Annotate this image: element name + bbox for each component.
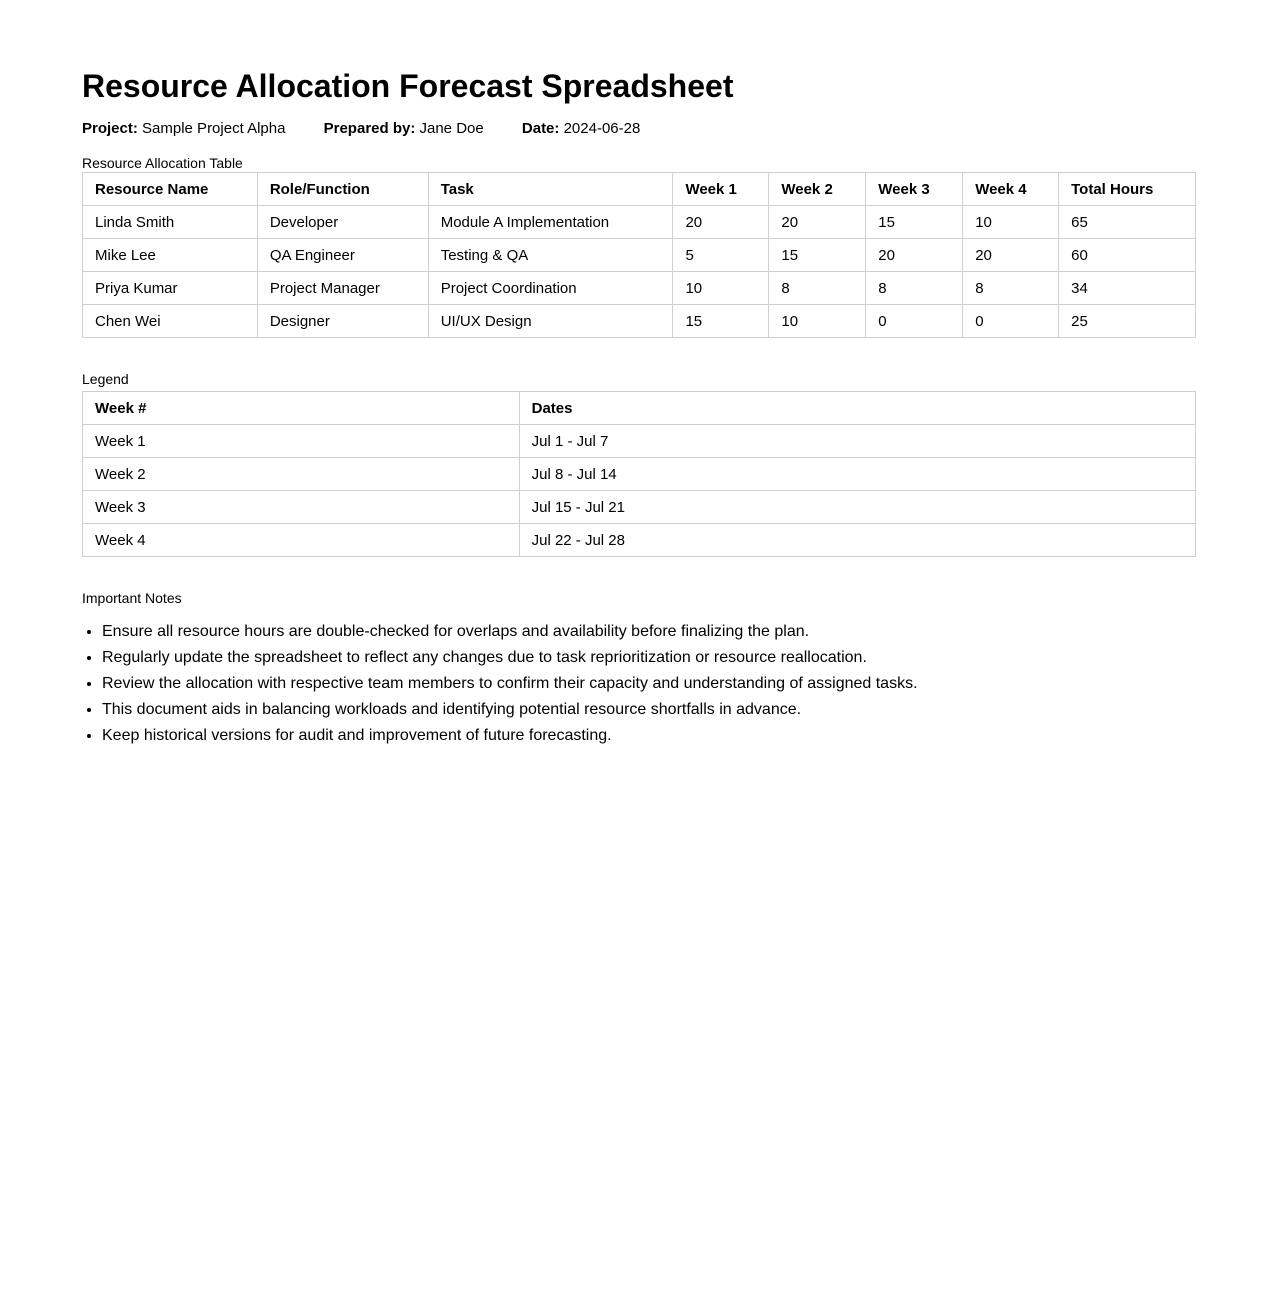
cell-week-2: 20 (769, 206, 866, 239)
cell-dates: Jul 1 - Jul 7 (519, 425, 1195, 458)
cell-resource-name: Linda Smith (83, 206, 258, 239)
legend-header-row (83, 392, 1196, 425)
cell-role: Project Manager (257, 272, 428, 305)
cell-week-3: 15 (866, 206, 963, 239)
notes-list (82, 619, 1196, 749)
meta-project-value: Sample Project Alpha (142, 120, 286, 137)
cell-total-hours: 60 (1059, 239, 1196, 272)
table-row (83, 239, 1196, 272)
cell-resource-name: Mike Lee (83, 239, 258, 272)
table-row (83, 206, 1196, 239)
cell-dates: Jul 15 - Jul 21 (519, 491, 1195, 524)
allocation-table (82, 172, 1196, 338)
page-title: Resource Allocation Forecast Spreadsheet (82, 68, 734, 104)
cell-task: UI/UX Design (428, 305, 673, 338)
meta-date-value: 2024-06-28 (563, 120, 641, 137)
cell-week-3: 8 (866, 272, 963, 305)
cell-week-2: 10 (769, 305, 866, 338)
cell-resource-name: Chen Wei (83, 305, 258, 338)
meta-date (522, 120, 640, 137)
meta-date-label: Date: (521, 120, 560, 137)
meta-prepared-label: Prepared by: (323, 120, 416, 137)
cell-role: Developer (257, 206, 428, 239)
cell-week-3: 20 (866, 239, 963, 272)
table-row (83, 305, 1196, 338)
notes-section (82, 589, 1196, 749)
list-item: • This document aids in balancing workloads and identifying potential resource shortfalls in advance. (102, 697, 1196, 723)
table-row (83, 272, 1196, 305)
legend-section (82, 370, 1196, 557)
cell-week-number: Week 4 (83, 524, 520, 557)
cell-week-4: 8 (963, 272, 1059, 305)
table-row (83, 491, 1196, 524)
cell-total-hours: 25 (1059, 305, 1196, 338)
cell-week-1: 20 (673, 206, 769, 239)
cell-role: QA Engineer (257, 239, 428, 272)
meta-prepared-value: Jane Doe (419, 120, 484, 137)
list-item: • Keep historical versions for audit and improvement of future forecasting. (102, 723, 1196, 749)
header-total-hours: Total Hours (1059, 173, 1196, 206)
cell-week-3: 0 (866, 305, 963, 338)
list-item: • Regularly update the spreadsheet to reflect any changes due to task reprioritization or resource reallocation. (102, 645, 1196, 671)
document-meta (82, 119, 1196, 139)
cell-total-hours: 65 (1059, 206, 1196, 239)
cell-week-4: 20 (963, 239, 1059, 272)
header-role: Role/Function (257, 173, 428, 206)
meta-project (82, 120, 285, 137)
cell-week-4: 10 (963, 206, 1059, 239)
allocation-header-row (83, 173, 1196, 206)
legend-table (82, 391, 1196, 557)
header-week-4: Week 4 (963, 173, 1059, 206)
cell-week-1: 10 (673, 272, 769, 305)
cell-task: Project Coordination (428, 272, 673, 305)
table-row (83, 458, 1196, 491)
cell-week-2: 15 (769, 239, 866, 272)
cell-week-number: Week 1 (83, 425, 520, 458)
cell-task: Module A Implementation (428, 206, 673, 239)
cell-week-2: 8 (769, 272, 866, 305)
cell-week-number: Week 2 (83, 458, 520, 491)
cell-task: Testing & QA (428, 239, 673, 272)
table-row (83, 524, 1196, 557)
header-resource-name: Resource Name (83, 173, 258, 206)
header-dates: Dates (519, 392, 1195, 425)
meta-project-label: Project: (82, 120, 138, 137)
cell-dates: Jul 22 - Jul 28 (519, 524, 1195, 557)
allocation-caption: Resource Allocation Table (82, 155, 243, 171)
cell-role: Designer (257, 305, 428, 338)
header-week-2: Week 2 (769, 173, 866, 206)
notes-caption: Important Notes (82, 590, 182, 606)
cell-week-1: 15 (673, 305, 769, 338)
meta-prepared-by (324, 120, 484, 137)
header-week-number: Week # (83, 392, 520, 425)
list-item: • Ensure all resource hours are double-checked for overlaps and availability before finalizing the plan. (102, 619, 1196, 645)
cell-dates: Jul 8 - Jul 14 (519, 458, 1195, 491)
header-week-3: Week 3 (866, 173, 963, 206)
cell-week-4: 0 (963, 305, 1059, 338)
table-row (83, 425, 1196, 458)
cell-total-hours: 34 (1059, 272, 1196, 305)
cell-week-number: Week 3 (83, 491, 520, 524)
cell-resource-name: Priya Kumar (83, 272, 258, 305)
header-week-1: Week 1 (673, 173, 769, 206)
legend-caption: Legend (82, 371, 129, 387)
list-item: • Review the allocation with respective team members to confirm their capacity and understanding of assigned tasks. (102, 671, 1196, 697)
header-task: Task (428, 173, 673, 206)
cell-week-1: 5 (673, 239, 769, 272)
